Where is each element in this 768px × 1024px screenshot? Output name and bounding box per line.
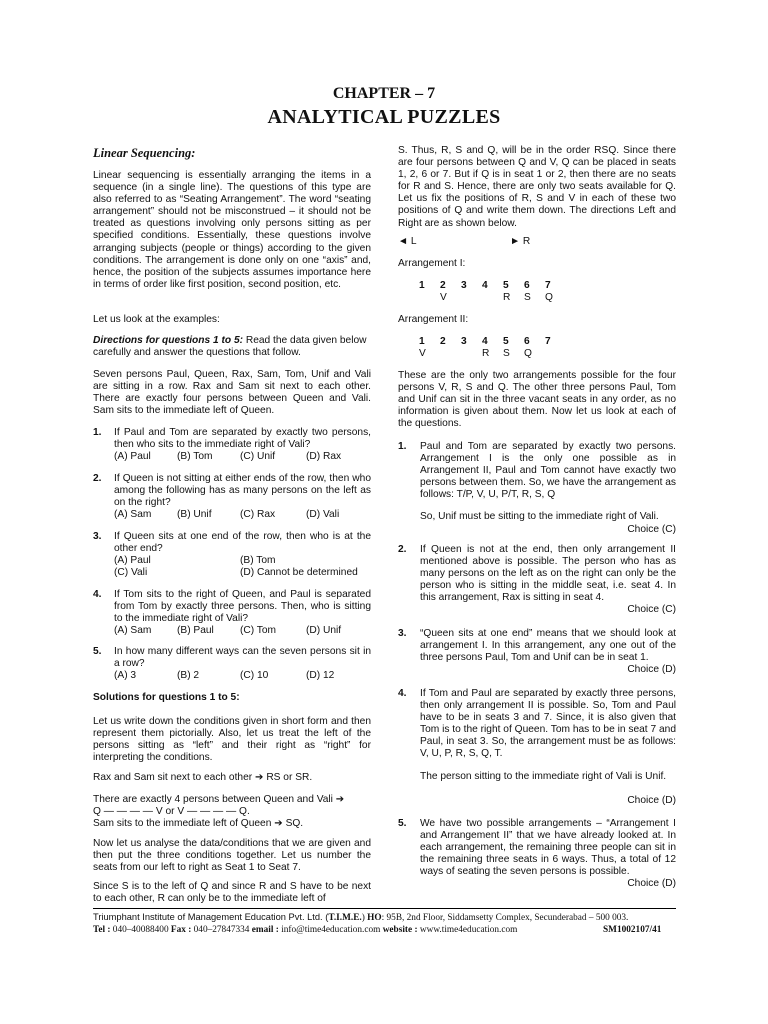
email-label: email : <box>251 925 279 935</box>
answer-3 <box>398 628 676 676</box>
seat-number: 4 <box>482 336 488 347</box>
option: (A) Sam <box>114 509 152 521</box>
solution-paragraph: Let us write down the conditions given in short form and then represent them pictorially. Also, let us treat the left of the persons sitting as “left” and their right as “right” for interpreting the conditions. <box>93 716 371 764</box>
direction-indicator <box>398 236 676 248</box>
answer-extra-text: The person sitting to the immediate right of Vali is Unif. <box>420 770 667 782</box>
option: (A) Paul <box>114 451 151 463</box>
chapter-label: CHAPTER – 7 <box>332 85 436 102</box>
right-direction: ► R <box>510 236 531 247</box>
answer-choice: Choice (D) <box>627 664 676 676</box>
seat-number: 7 <box>545 336 551 347</box>
answer-text: “Queen sits at one end” means that we should look at arrangement I. In this arrangement, any one out of the three persons Paul, Tom and Unif can be in seat 1. <box>420 628 676 664</box>
option: (D) 12 <box>306 670 335 682</box>
seat-number: 7 <box>545 280 551 291</box>
footer-ho-label: HO <box>367 913 382 923</box>
fax-value: 040–27847334 <box>191 925 252 935</box>
seat-person <box>461 292 482 304</box>
option: (D) Vali <box>306 509 340 521</box>
seat-person: Q <box>545 292 553 304</box>
question-number: 2. <box>93 473 102 484</box>
question-1 <box>93 427 371 463</box>
answer-text: If Queen is not at the end, then only arrangement II mentioned above is possible. The person who has as many persons on the left as on the right can only be the person who is sitting in the middle seat, i.e. seat 4. In this arrangement, Rax is sitting in seat 4. <box>420 544 676 604</box>
question-number: 3. <box>93 531 102 542</box>
answer-2 <box>398 544 676 615</box>
website-link[interactable]: www.time4education.com <box>417 925 518 935</box>
question-number: 4. <box>93 589 102 600</box>
arrangement-1-table <box>419 280 619 304</box>
intro-paragraph: Linear sequencing is essentially arranging the items in a sequence (in a single line). The questions of this type are also referred to as “Seating Arrangement”. The word “seating arrangement” should not be misconstrued – it should not be treated as questions involving only persons sitting as per specified conditions. Essentially, these questions involve arranging subjects (people or things) according to the given conditions. The arrangement is done only on one “axis” and, hence, the position of the subjects assumes importance here in terms of order like first position, second position, etc. <box>93 170 371 290</box>
answer-number: 4. <box>398 688 407 699</box>
seat-number: 3 <box>461 336 467 347</box>
arrangement-2-table <box>419 336 619 360</box>
seat-person: V <box>440 292 447 304</box>
footer-brand: T.I.M.E. <box>328 913 362 923</box>
question-4 <box>93 589 371 637</box>
seat-number: 2 <box>440 336 446 347</box>
seat-person <box>440 348 461 360</box>
option: (D) Cannot be determined <box>240 567 358 579</box>
option: (B) Tom <box>177 451 213 463</box>
solution-line: Sam sits to the immediate left of Queen ➔ SQ. <box>93 818 304 830</box>
solution-line: There are exactly 4 persons between Queen and Vali ➔ <box>93 794 345 805</box>
footer-text: : 95B, 2nd Floor, Siddamsetty Complex, Secunderabad – 500 003. <box>381 913 629 923</box>
option: (C) Tom <box>240 625 277 637</box>
answer-text: If Tom and Paul are separated by exactly three persons, then only arrangement II is possible. So, Tom and Paul have to be in seats 3 and 7. Since, it is also given that Tom is to the right of Queen. Tom has to be in seat 7 and Paul, in seat 3. So, the arrangement must be as follows: V, U, P, R, S, Q, T. <box>420 688 676 760</box>
document-code: SM1002107/41 <box>603 925 662 935</box>
answer-choice: Choice (C) <box>627 523 676 535</box>
seat-number: 5 <box>503 336 509 347</box>
option: (B) 2 <box>177 670 200 682</box>
option: (C) 10 <box>240 670 269 682</box>
seat-number: 4 <box>482 280 488 291</box>
footer-contact <box>93 924 693 936</box>
answer-choice: Choice (C) <box>627 604 676 615</box>
question-number: 5. <box>93 646 102 657</box>
summary-paragraph: These are the only two arrangements possible for the four persons V, R, S and Q. The other three persons Paul, Tom and Unif can sit in the three vacant seats in any order, as no information is given about them. Now let us look at each of the questions. <box>398 370 676 430</box>
tel-value: 040–40088400 <box>110 925 171 935</box>
seat-person <box>419 292 440 304</box>
question-text: If Tom sits to the right of Queen, and Paul is separated from Tom by exactly three persons. Then, who is sitting to the immediate right of Vali? <box>114 589 371 625</box>
question-5 <box>93 646 371 682</box>
option: (A) Sam <box>114 625 152 637</box>
seat-number: 6 <box>524 280 530 291</box>
question-3 <box>93 531 371 579</box>
arrangement-2-label: Arrangement II: <box>398 314 469 325</box>
question-2 <box>93 473 371 521</box>
option: (C) Unif <box>240 451 276 463</box>
page-title: ANALYTICAL PUZZLES <box>267 106 501 128</box>
solution-paragraph: Rax and Sam sit next to each other ➔ RS or SR. <box>93 772 313 783</box>
website-label: website : <box>382 925 418 935</box>
section-title: Linear Sequencing: <box>93 146 196 160</box>
directions-paragraph <box>93 335 371 359</box>
option: (D) Rax <box>306 451 342 463</box>
footer-text: ) <box>361 913 368 923</box>
data-paragraph: Seven persons Paul, Queen, Rax, Sam, Tom, Unif and Vali are sitting in a row. Rax and Sam sit next to each other. There are exactly four persons between Queen and Vali. Sam sits to the immediate left of Queen. <box>93 369 371 417</box>
footer-address <box>93 911 693 924</box>
option: (B) Paul <box>177 625 214 637</box>
seat-person: S <box>524 292 531 304</box>
seat-person: Q <box>524 348 532 360</box>
question-text: In how many different ways can the seven persons sit in a row? <box>114 646 371 670</box>
seat-number: 5 <box>503 280 509 291</box>
question-number: 1. <box>93 427 102 438</box>
question-text: If Queen is not sitting at either ends of the row, then who among the following has as many persons on the left as on the right? <box>114 473 371 509</box>
solution-line: Q — — — — V or V — — — — Q. <box>93 806 250 818</box>
option: (B) Unif <box>177 509 212 521</box>
answer-number: 5. <box>398 818 407 829</box>
answer-number: 3. <box>398 628 407 639</box>
answer-text: We have two possible arrangements – “Arrangement I and Arrangement II” that we have already looked at. In each arrangement, the remaining three people can sit in the remaining three seats in 6 ways. Thus, a total of 12 ways of seating the seven persons is possible. <box>420 818 676 878</box>
seat-person <box>482 292 503 304</box>
seat-person: R <box>482 348 490 360</box>
seat-number: 1 <box>419 280 425 291</box>
continuation-paragraph: S. Thus, R, S and Q, will be in the order RSQ. Since there are four persons between Q and V, Q can be placed in seats 1, 2, 6 or 7. But if Q is in seat 1 or 2, then there are no seats for R and S. Hence, there are only two seats available for Q. Let us fix the positions of R, S and V in each of these two positions of Q and write them down. The directions Left and Right are as shown below. <box>398 145 676 229</box>
email-link[interactable]: info@time4education.com <box>278 925 383 935</box>
seat-number: 1 <box>419 336 425 347</box>
fax-label: Fax : <box>170 925 192 935</box>
directions-text: Read the data given below carefully and answer the questions that follow. <box>93 335 367 359</box>
left-direction: ◄ L <box>398 236 417 247</box>
question-text: If Queen sits at one end of the row, then who is at the other end? <box>114 531 371 555</box>
answer-number: 1. <box>398 441 407 452</box>
answer-number: 2. <box>398 544 407 555</box>
option: (C) Vali <box>114 567 148 579</box>
seat-person: V <box>419 348 426 360</box>
answer-1 <box>398 441 676 536</box>
answer-4 <box>398 688 676 806</box>
seat-person: R <box>503 292 511 304</box>
answer-5 <box>398 818 676 891</box>
answer-extra: So, Unif must be sitting to the immediate right of Vali. <box>420 511 659 523</box>
answer-choice: Choice (D) <box>627 795 676 806</box>
option: (A) 3 <box>114 670 137 682</box>
solution-paragraph: Since S is to the left of Q and since R and S have to be next to each other, R can only be to the immediate left of <box>93 881 371 905</box>
solutions-title: Solutions for questions 1 to 5: <box>93 692 240 703</box>
examples-intro: Let us look at the examples: <box>93 314 220 325</box>
footer-text: Triumphant Institute of Management Education Pvt. Ltd. ( <box>93 912 329 922</box>
solution-conditions <box>93 794 371 830</box>
seat-person <box>461 348 482 360</box>
option: (D) Unif <box>306 625 342 637</box>
directions-label: Directions for questions 1 to 5: <box>93 335 244 346</box>
option: (A) Paul <box>114 555 151 567</box>
seat-number: 2 <box>440 280 446 291</box>
option: (B) Tom <box>240 555 276 567</box>
solution-paragraph: Now let us analyse the data/conditions that we are given and then put the three conditions together. Let us number the seats from our left to right as Seat 1 to Seat 7. <box>93 838 371 874</box>
tel-label: Tel : <box>93 925 111 935</box>
answer-text: Paul and Tom are separated by exactly two persons. Arrangement I is the only one possible as in Arrangement II, Paul and Tom cannot have exactly two persons between them. So, we have the arrangement as follows: T/P, V, U, P/T, R, S, Q <box>420 441 676 501</box>
seat-person: S <box>503 348 510 360</box>
arrangement-1-label: Arrangement I: <box>398 258 466 269</box>
answer-extra <box>420 771 676 783</box>
answer-choice: Choice (D) <box>627 878 676 890</box>
option: (C) Rax <box>240 509 276 521</box>
footer-divider <box>93 908 676 909</box>
seat-number: 3 <box>461 280 467 291</box>
seat-person <box>545 348 566 360</box>
question-text: If Paul and Tom are separated by exactly two persons, then who sits to the immediate right of Vali? <box>114 427 371 451</box>
seat-number: 6 <box>524 336 530 347</box>
